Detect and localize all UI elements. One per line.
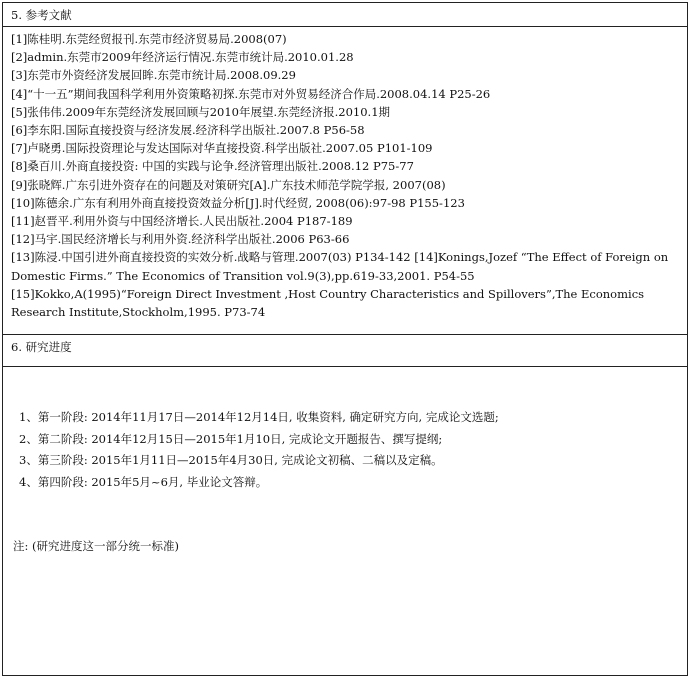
reference-item: [5]张伟伟.2009年东莞经济发展回顾与2010年展望.东莞经济报.2010.1期	[11, 104, 391, 119]
reference-item: [9]张晓辉.广东引进外资存在的问题及对策研究[A].广东技术师范学院学报, 2007(08)	[11, 177, 446, 192]
reference-item: [8]桑百川.外商直接投资: 中国的实践与论争.经济管理出版社.2008.12 P75-77	[11, 159, 414, 174]
section-5-heading: 5. 参考文献	[11, 8, 72, 22]
progress-step: 4、第四阶段: 2015年5月~6月, 毕业论文答辩。	[19, 474, 268, 489]
reference-item: [11]赵晋平.利用外资与中国经济增长.人民出版社.2004 P187-189	[11, 214, 353, 229]
section-5-header-row	[3, 3, 687, 27]
research-progress-cell	[3, 367, 687, 675]
reference-item: [2]admin.东莞市2009年经济运行情况.东莞市统计局.2010.01.28	[11, 50, 354, 65]
progress-step: 3、第三阶段: 2015年1月11日—2015年4月30日, 完成论文初稿、二稿以及定稿。	[19, 453, 443, 467]
reference-item: [13]陈浸.中国引进外商直接投资的实效分析.战略与管理.2007(03) P134-142 [14]Konings,Jozef “The Effect of Foreign on Domestic Firms.” The Economics of Transition vol.9(3),pp.619-33,2001. P54-55	[11, 250, 669, 283]
progress-note: 注: (研究进度这一部分统一标准)	[13, 539, 180, 553]
reference-item: [4]“十一五”期间我国科学利用外资策略初探.东莞市对外贸易经济合作局.2008.04.14 P25-26	[11, 86, 491, 101]
progress-step: 2、第二阶段: 2014年12月15日—2015年1月10日, 完成论文开题报告、撰写提纲;	[19, 431, 443, 446]
reference-item: [15]Kokko,A(1995)“Foreign Direct Investment ,Host Country Characteristics and Spillovers”,The Economics Research Institute,Stockholm,1995. P73-74	[11, 286, 645, 320]
reference-item: [3]东莞市外资经济发展回眸.东莞市统计局.2008.09.29	[11, 68, 296, 83]
reference-item: [10]陈德余.广东有利用外商直接投资效益分析[J].时代经贸, 2008(06):97-98 P155-123	[11, 195, 465, 210]
form-table	[2, 2, 688, 676]
reference-item: [7]卢晓勇.国际投资理论与发达国际对华直接投资.科学出版社.2007.05 P101-109	[11, 141, 433, 156]
references-list	[3, 27, 687, 335]
reference-item: [6]李东阳.国际直接投资与经济发展.经济科学出版社.2007.8 P56-58	[11, 123, 365, 138]
reference-item: [1]陈桂明.东莞经贸报刊.东莞市经济贸易局.2008(07)	[11, 32, 287, 46]
progress-step: 1、第一阶段: 2014年11月17日—2014年12月14日, 收集资料, 确定研究方向, 完成论文选题;	[19, 410, 499, 424]
reference-item: [12]马宇.国民经济增长与利用外资.经济科学出版社.2006 P63-66	[11, 232, 350, 247]
section-6-header-row	[3, 335, 687, 367]
section-6-heading: 6. 研究进度	[11, 340, 72, 354]
